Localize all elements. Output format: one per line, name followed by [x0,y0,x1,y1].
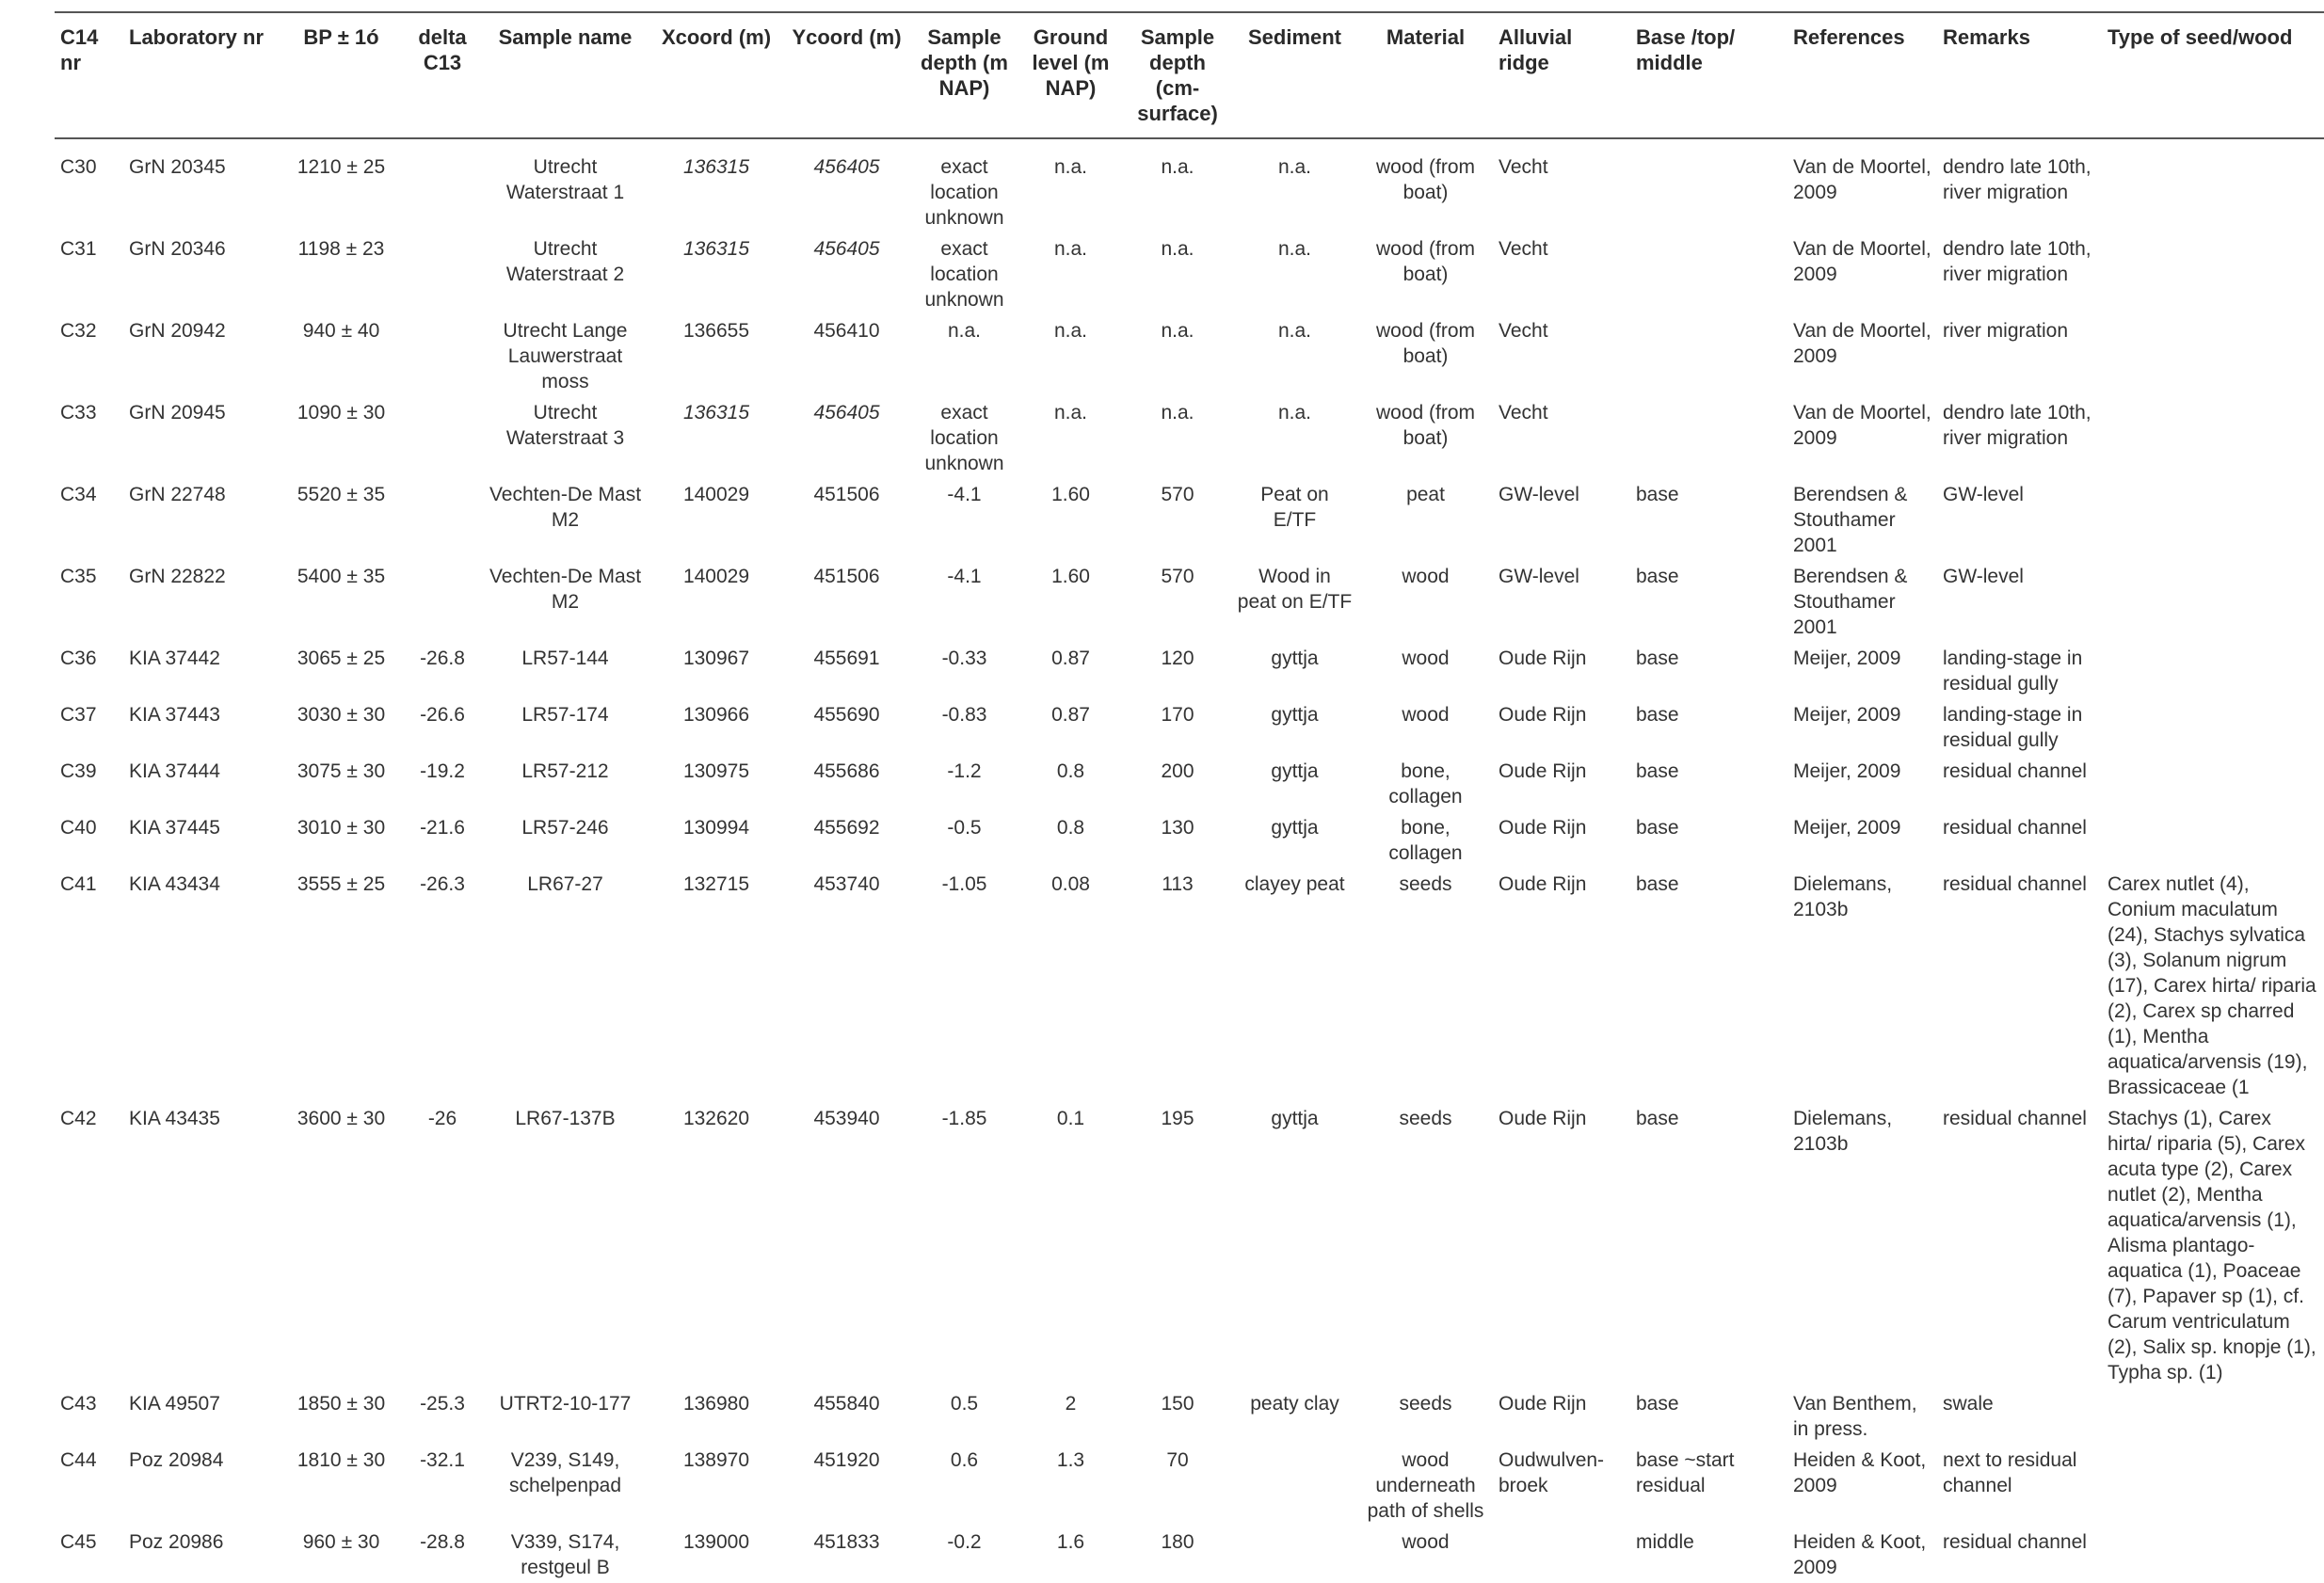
cell-sample-depth-cm: n.a. [1161,320,1194,342]
cell-ground-level: 1.60 [1051,566,1090,587]
cell-sample-depth-cm: 150 [1161,1393,1194,1415]
cell-sample-depth-cm: 200 [1161,760,1194,782]
header-alluvial-ridge: Alluvial ridge [1493,12,1630,138]
cell-material: wood [1402,648,1450,669]
cell-alluvial-ridge: Oude Rijn [1499,704,1587,726]
table-row [55,643,2324,699]
cell-material: bone, collagen [1388,760,1463,807]
cell-alluvial-ridge: Vecht [1499,402,1548,424]
header-laboratory-nr: Laboratory nr [123,12,278,138]
cell-references: Meijer, 2009 [1793,760,1901,782]
cell-base-top-middle: base [1636,1108,1679,1129]
cell-c14-nr: C43 [60,1393,97,1415]
cell-sample-depth-cm: 195 [1161,1108,1194,1129]
cell-laboratory-nr: Poz 20986 [129,1531,224,1553]
cell-bp: 3600 ± 30 [297,1108,386,1129]
header-ycoord: Ycoord (m) [782,12,911,138]
cell-c14-nr: C36 [60,648,97,669]
cell-sample-depth-nap: -1.05 [941,873,987,895]
cell-type-of-seed-wood [2102,138,2324,233]
cell-ground-level: n.a. [1053,238,1088,260]
cell-base-top-middle: base [1636,484,1679,505]
cell-sample-depth-nap: -0.2 [947,1531,982,1553]
cell-material: seeds [1399,873,1452,895]
cell-sediment: clayey peat [1244,873,1345,895]
cell-sediment: n.a. [1277,320,1312,342]
cell-alluvial-ridge [1493,1527,1630,1583]
cell-references: Van de Moortel, 2009 [1793,320,1931,367]
cell-sample-name: LR67-27 [527,873,603,895]
cell-c14-nr: C42 [60,1108,97,1129]
cell-base-top-middle [1630,397,1787,479]
cell-ground-level: n.a. [1053,320,1088,342]
header-type-of-seed-wood: Type of seed/wood [2102,12,2324,138]
cell-base-top-middle [1630,233,1787,315]
cell-ground-level: 1.6 [1056,1531,1085,1553]
cell-bp: 3030 ± 30 [297,704,386,726]
cell-sample-name: V339, S174, restgeul B [510,1531,620,1578]
cell-sediment: gyttja [1271,1108,1319,1129]
cell-sample-name: LR67-137B [515,1108,616,1129]
cell-base-top-middle: base [1636,873,1679,895]
cell-type-of-seed-wood [2102,756,2324,812]
header-remarks: Remarks [1937,12,2102,138]
table-row [55,397,2324,479]
cell-xcoord: 130994 [682,817,750,839]
cell-references: Van de Moortel, 2009 [1793,402,1931,449]
cell-material: seeds [1399,1108,1452,1129]
cell-sample-name: V239, S149, schelpenpad [508,1449,622,1496]
table-row [55,812,2324,869]
cell-base-top-middle: base [1636,566,1679,587]
cell-alluvial-ridge: Oude Rijn [1499,1393,1587,1415]
table-row [55,869,2324,1103]
cell-sample-depth-cm: 180 [1161,1531,1194,1553]
cell-material: peat [1406,484,1445,505]
cell-remarks: GW-level [1943,566,2024,587]
cell-xcoord: 136315 [682,156,750,178]
cell-delta-c13 [405,315,480,397]
cell-sample-depth-nap: 0.6 [950,1449,979,1471]
cell-sample-depth-nap: -4.1 [947,484,982,505]
cell-base-top-middle: middle [1636,1531,1694,1553]
cell-sample-name: UTRT2-10-177 [499,1393,632,1415]
cell-remarks: dendro late 10th, river migration [1943,156,2092,203]
cell-sample-depth-cm: 120 [1161,648,1194,669]
cell-remarks: residual channel [1943,760,2087,782]
cell-ycoord: 455686 [813,760,880,782]
cell-xcoord: 140029 [682,566,750,587]
cell-type-of-seed-wood [2102,699,2324,756]
cell-sediment: peaty clay [1250,1393,1339,1415]
cell-bp: 940 ± 40 [302,320,380,342]
table-row [55,699,2324,756]
cell-sample-depth-cm: 113 [1162,873,1194,895]
cell-type-of-seed-wood [2102,561,2324,643]
table-row [55,1445,2324,1527]
cell-laboratory-nr: GrN 20945 [129,402,226,424]
cell-delta-c13: -26 [427,1108,457,1129]
cell-sediment: Peat on E/TF [1260,484,1329,531]
cell-laboratory-nr: KIA 37444 [129,760,220,782]
cell-sediment [1231,1445,1358,1527]
cell-sediment: gyttja [1271,648,1319,669]
cell-sample-name: LR57-212 [521,760,609,782]
cell-ycoord: 456405 [813,156,880,178]
cell-material: wood (from boat) [1375,402,1476,449]
cell-laboratory-nr: KIA 37442 [129,648,220,669]
cell-references: Van de Moortel, 2009 [1793,156,1931,203]
cell-sample-depth-nap: exact location unknown [924,238,1004,311]
cell-references: Heiden & Koot, 2009 [1793,1531,1927,1578]
cell-sample-depth-cm: 70 [1166,1449,1189,1471]
cell-material: wood (from boat) [1375,238,1476,285]
cell-sample-depth-nap: -1.2 [947,760,982,782]
cell-delta-c13 [405,561,480,643]
cell-material: wood [1402,704,1450,726]
cell-sample-depth-nap: -0.5 [947,817,982,839]
cell-delta-c13: -26.8 [420,648,465,669]
cell-ground-level: 0.87 [1051,704,1090,726]
cell-material: wood (from boat) [1375,320,1476,367]
cell-xcoord: 140029 [682,484,750,505]
cell-material: wood (from boat) [1375,156,1476,203]
cell-bp: 3065 ± 25 [297,648,386,669]
cell-remarks: residual channel [1943,1108,2087,1129]
cell-ground-level: 0.87 [1051,648,1090,669]
cell-material: bone, collagen [1388,817,1463,864]
cell-delta-c13 [405,233,480,315]
header-base-top-middle: Base /top/ middle [1630,12,1787,138]
cell-xcoord: 136980 [682,1393,750,1415]
cell-bp: 5400 ± 35 [297,566,386,587]
cell-type-of-seed-wood [2102,315,2324,397]
cell-delta-c13: -26.3 [420,873,465,895]
cell-c14-nr: C32 [60,320,97,342]
cell-alluvial-ridge: Oude Rijn [1499,873,1587,895]
cell-c14-nr: C40 [60,817,97,839]
cell-sediment: gyttja [1271,704,1319,726]
cell-references: Meijer, 2009 [1793,817,1901,839]
cell-material: wood [1402,1531,1450,1553]
cell-alluvial-ridge: Oude Rijn [1499,1108,1587,1129]
cell-alluvial-ridge: Oudwulven-broek [1499,1449,1605,1496]
cell-ground-level: 0.1 [1056,1108,1085,1129]
cell-ground-level: n.a. [1053,156,1088,178]
cell-bp: 1210 ± 25 [297,156,386,178]
cell-sample-depth-cm: n.a. [1161,238,1194,260]
cell-bp: 1810 ± 30 [297,1449,386,1471]
cell-alluvial-ridge: Vecht [1499,320,1548,342]
cell-delta-c13: -32.1 [420,1449,465,1471]
cell-sample-name: LR57-174 [521,704,609,726]
cell-sediment: n.a. [1277,156,1312,178]
cell-type-of-seed-wood [2102,1445,2324,1527]
cell-references: Heiden & Koot, 2009 [1793,1449,1927,1496]
radiocarbon-table [55,11,2324,1583]
cell-ycoord: 451506 [813,484,880,505]
cell-sample-depth-nap: exact location unknown [924,156,1004,229]
cell-material: seeds [1399,1393,1452,1415]
cell-c14-nr: C45 [60,1531,97,1553]
table-body [55,138,2324,1583]
cell-bp: 3010 ± 30 [297,817,386,839]
cell-sample-name: LR57-246 [521,817,609,839]
cell-sediment: n.a. [1277,402,1312,424]
table-row [55,1103,2324,1388]
cell-type-of-seed-wood: Carex nutlet (4), Conium maculatum (24), Stachys sylvatica (3), Solanum nigrum (17), Carex hirta/ riparia (2), Carex sp charred (1), Mentha aquatica/arvensis (19), Brassicaceae (1 [2108,873,2316,1098]
cell-xcoord: 138970 [682,1449,750,1471]
cell-ycoord: 455840 [813,1393,880,1415]
cell-bp: 1198 ± 23 [297,238,385,260]
cell-base-top-middle: base [1636,704,1679,726]
cell-references: Meijer, 2009 [1793,648,1901,669]
cell-type-of-seed-wood [2102,1388,2324,1445]
cell-sample-depth-cm: 570 [1161,484,1194,505]
cell-base-top-middle: base [1636,817,1679,839]
header-sample-name: Sample name [480,12,650,138]
cell-sample-name: Vechten-De Mast M2 [489,484,642,531]
cell-ground-level: 1.60 [1051,484,1090,505]
cell-sample-name: Utrecht Lange Lauwerstraat moss [503,320,628,392]
cell-sample-depth-nap: -1.85 [941,1108,987,1129]
header-c14-nr: C14 nr [55,12,123,138]
cell-ycoord: 456410 [813,320,880,342]
cell-xcoord: 132620 [682,1108,750,1129]
cell-xcoord: 130975 [682,760,750,782]
header-references: References [1787,12,1937,138]
cell-sample-depth-nap: 0.5 [950,1393,979,1415]
cell-bp: 3075 ± 30 [297,760,386,782]
cell-xcoord: 130967 [682,648,750,669]
cell-remarks: residual channel [1943,817,2087,839]
cell-alluvial-ridge: Oude Rijn [1499,648,1587,669]
cell-references: Meijer, 2009 [1793,704,1901,726]
cell-laboratory-nr: GrN 20346 [129,238,226,260]
cell-sample-depth-nap: n.a. [947,320,982,342]
cell-sediment: Wood in peat on E/TF [1237,566,1353,613]
cell-base-top-middle: base [1636,1393,1679,1415]
cell-laboratory-nr: KIA 37443 [129,704,220,726]
cell-base-top-middle [1630,315,1787,397]
cell-alluvial-ridge: Oude Rijn [1499,817,1587,839]
cell-bp: 1090 ± 30 [297,402,386,424]
cell-delta-c13: -25.3 [420,1393,465,1415]
cell-ground-level: 0.8 [1056,817,1085,839]
cell-xcoord: 136655 [682,320,750,342]
cell-sample-depth-cm: n.a. [1161,156,1194,178]
cell-c14-nr: C39 [60,760,97,782]
header-row [55,12,2324,138]
cell-ground-level: 1.3 [1056,1449,1085,1471]
cell-base-top-middle [1630,138,1787,233]
cell-references: Van de Moortel, 2009 [1793,238,1931,285]
cell-base-top-middle: base ~start residual [1636,1449,1735,1496]
cell-laboratory-nr: GrN 22748 [129,484,226,505]
header-sample-depth-nap: Sample depth (m NAP) [911,12,1018,138]
cell-laboratory-nr: Poz 20984 [129,1449,224,1471]
cell-ycoord: 455691 [813,648,880,669]
table-row [55,561,2324,643]
cell-ycoord: 451833 [813,1531,880,1553]
cell-base-top-middle: base [1636,760,1679,782]
cell-delta-c13: -28.8 [420,1531,465,1553]
cell-sample-name: Vechten-De Mast M2 [489,566,642,613]
table-row [55,1388,2324,1445]
cell-xcoord: 130966 [682,704,750,726]
header-xcoord: Xcoord (m) [650,12,782,138]
cell-c14-nr: C44 [60,1449,97,1471]
cell-sample-name: Utrecht Waterstraat 2 [505,238,625,285]
cell-bp: 1850 ± 30 [297,1393,386,1415]
cell-ycoord: 453740 [813,873,880,895]
cell-references: Berendsen & Stouthamer 2001 [1793,566,1908,638]
cell-references: Dielemans, 2103b [1793,1108,1893,1155]
cell-ground-level: 2 [1065,1393,1077,1415]
cell-delta-c13 [405,479,480,561]
cell-ground-level: 0.8 [1056,760,1085,782]
cell-material: wood [1402,566,1450,587]
cell-sample-depth-nap: -0.33 [941,648,987,669]
header-material: Material [1358,12,1493,138]
cell-type-of-seed-wood [2102,643,2324,699]
cell-sample-depth-nap: -4.1 [947,566,982,587]
cell-sample-depth-nap: -0.83 [941,704,987,726]
cell-laboratory-nr: KIA 43435 [129,1108,220,1129]
cell-material: wood underneath path of shells [1367,1449,1484,1522]
cell-bp: 960 ± 30 [302,1531,380,1553]
cell-delta-c13: -21.6 [420,817,465,839]
cell-xcoord: 136315 [682,402,750,424]
cell-remarks: dendro late 10th, river migration [1943,238,2092,285]
cell-c14-nr: C30 [60,156,97,178]
cell-c14-nr: C34 [60,484,97,505]
cell-sample-depth-cm: 170 [1161,704,1194,726]
cell-ycoord: 455690 [813,704,880,726]
header-sediment: Sediment [1231,12,1358,138]
cell-remarks: river migration [1943,320,2069,342]
cell-remarks: swale [1943,1393,1994,1415]
cell-references: Berendsen & Stouthamer 2001 [1793,484,1908,556]
cell-type-of-seed-wood [2102,1527,2324,1583]
cell-type-of-seed-wood [2102,397,2324,479]
cell-ycoord: 451920 [813,1449,880,1471]
header-delta-c13: delta C13 [405,12,480,138]
cell-remarks: next to residual channel [1943,1449,2077,1496]
cell-laboratory-nr: KIA 49507 [129,1393,220,1415]
cell-laboratory-nr: GrN 20345 [129,156,226,178]
cell-c14-nr: C35 [60,566,97,587]
cell-sediment: gyttja [1271,817,1319,839]
cell-xcoord: 132715 [682,873,750,895]
cell-sample-depth-nap: exact location unknown [924,402,1004,474]
cell-sample-name: Utrecht Waterstraat 3 [505,402,625,449]
cell-delta-c13: -19.2 [420,760,465,782]
cell-bp: 5520 ± 35 [297,484,386,505]
cell-alluvial-ridge: Vecht [1499,156,1548,178]
cell-ground-level: n.a. [1053,402,1088,424]
cell-alluvial-ridge: GW-level [1499,484,1579,505]
cell-type-of-seed-wood [2102,812,2324,869]
cell-alluvial-ridge: Oude Rijn [1499,760,1587,782]
cell-sample-depth-cm: n.a. [1161,402,1194,424]
cell-alluvial-ridge: GW-level [1499,566,1579,587]
cell-c14-nr: C41 [60,873,97,895]
cell-type-of-seed-wood [2102,233,2324,315]
header-ground-level: Ground level (m NAP) [1018,12,1124,138]
cell-references: Dielemans, 2103b [1793,873,1893,920]
cell-ycoord: 451506 [813,566,880,587]
cell-delta-c13 [405,397,480,479]
cell-ycoord: 456405 [813,238,880,260]
cell-remarks: residual channel [1943,1531,2087,1553]
cell-delta-c13: -26.6 [420,704,465,726]
table-row [55,315,2324,397]
header-sample-depth-cm: Sample depth (cm-surface) [1124,12,1231,138]
cell-sample-depth-cm: 130 [1161,817,1194,839]
cell-remarks: GW-level [1943,484,2024,505]
cell-laboratory-nr: GrN 20942 [129,320,226,342]
cell-laboratory-nr: GrN 22822 [129,566,226,587]
cell-xcoord: 139000 [682,1531,750,1553]
cell-c14-nr: C31 [60,238,97,260]
cell-remarks: landing-stage in residual gully [1943,648,2083,695]
cell-remarks: residual channel [1943,873,2087,895]
cell-sediment [1231,1527,1358,1583]
cell-laboratory-nr: KIA 37445 [129,817,220,839]
cell-type-of-seed-wood: Stachys (1), Carex hirta/ riparia (5), Carex acuta type (2), Carex nutlet (2), Mentha aquatica/arvensis (1), Alisma plantago-aquatica (1), Poaceae (7), Papaver sp (1), cf. Carum ventriculatum (2), Salix sp. knopje (1), Typha sp. (1) [2108,1108,2316,1383]
table-row [55,138,2324,233]
cell-remarks: dendro late 10th, river migration [1943,402,2092,449]
table-row [55,1527,2324,1583]
cell-type-of-seed-wood [2102,479,2324,561]
cell-c14-nr: C33 [60,402,97,424]
table-row [55,756,2324,812]
cell-bp: 3555 ± 25 [297,873,386,895]
cell-sediment: gyttja [1271,760,1319,782]
cell-ground-level: 0.08 [1051,873,1090,895]
cell-sediment: n.a. [1277,238,1312,260]
cell-ycoord: 456405 [813,402,880,424]
cell-base-top-middle: base [1636,648,1679,669]
table-row [55,479,2324,561]
cell-ycoord: 455692 [813,817,880,839]
cell-xcoord: 136315 [682,238,750,260]
cell-sample-name: LR57-144 [521,648,609,669]
cell-delta-c13 [405,138,480,233]
table-row [55,233,2324,315]
cell-alluvial-ridge: Vecht [1499,238,1548,260]
header-bp: BP ± 1ó [278,12,405,138]
cell-remarks: landing-stage in residual gully [1943,704,2083,751]
cell-laboratory-nr: KIA 43434 [129,873,220,895]
cell-sample-name: Utrecht Waterstraat 1 [505,156,625,203]
cell-references: Van Benthem, in press. [1793,1393,1917,1440]
cell-sample-depth-cm: 570 [1161,566,1194,587]
table-header [55,12,2324,138]
cell-ycoord: 453940 [813,1108,880,1129]
cell-c14-nr: C37 [60,704,97,726]
